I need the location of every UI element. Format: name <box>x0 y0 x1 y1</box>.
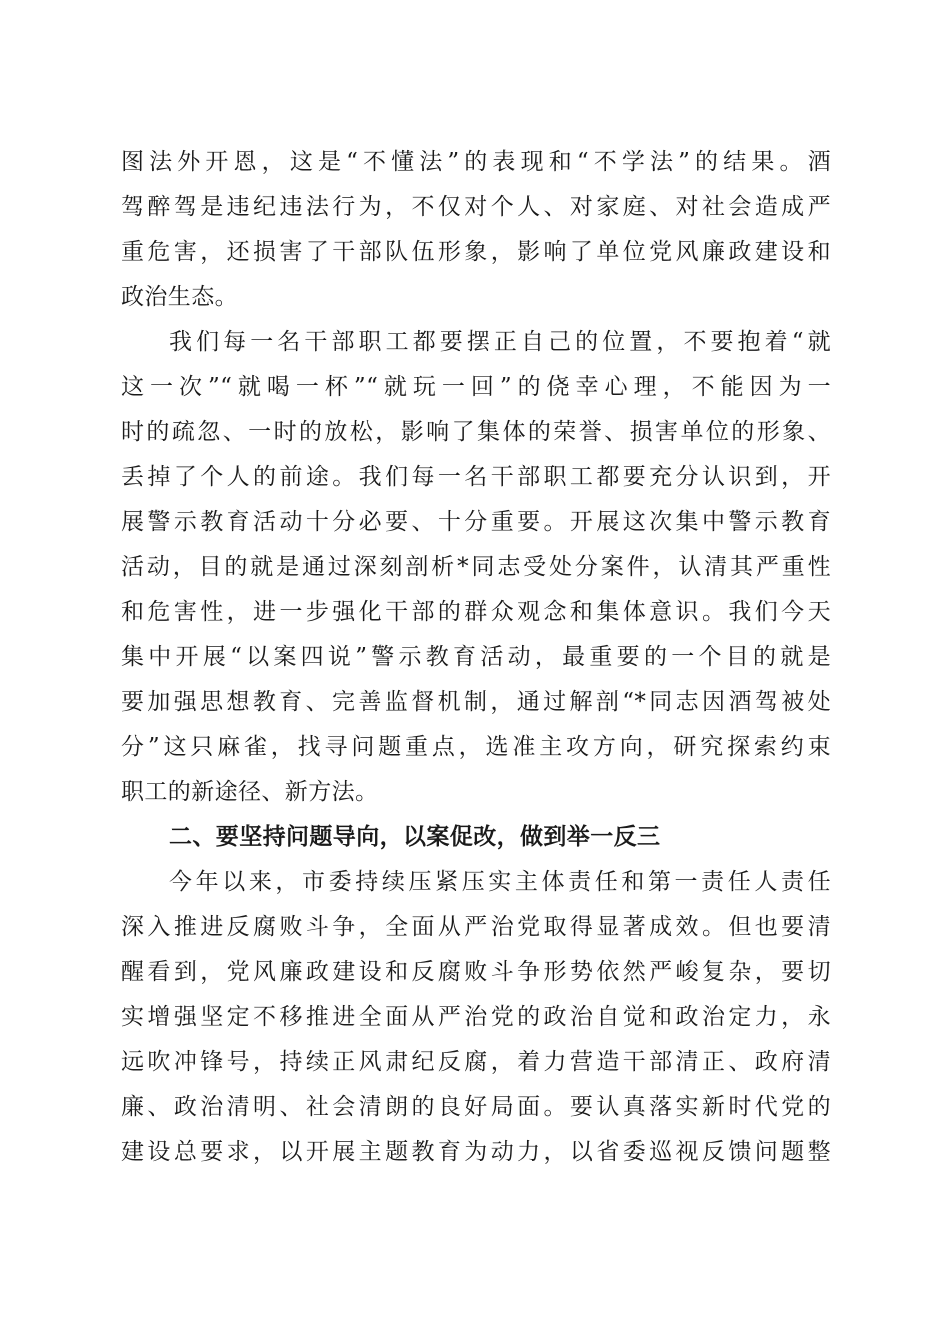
paragraph-line: 要加强思想教育、完善监督机制，通过解剖“*同志因酒驾被处 <box>121 689 831 715</box>
document-body <box>121 140 831 1175</box>
paragraph-line: 丢掉了个人的前途。我们每一名干部职工都要充分认识到，开 <box>121 464 831 490</box>
paragraph-line: 醒看到，党风廉政建设和反腐败斗争形势依然严峻复杂，要切 <box>121 959 831 985</box>
paragraph-line: 驾醉驾是违纪违法行为，不仅对个人、对家庭、对社会造成严 <box>121 194 831 220</box>
paragraph-line: 职工的新途径、新方法。 <box>121 779 379 805</box>
paragraph-line: 深入推进反腐败斗争，全面从严治党取得显著成效。但也要清 <box>121 914 831 940</box>
paragraph-line: 远吹冲锋号，持续正风肃纪反腐，着力营造干部清正、政府清 <box>121 1049 831 1075</box>
paragraph-line: 时的疏忽、一时的放松，影响了集体的荣誉、损害单位的形象、 <box>121 419 831 445</box>
paragraph-line: 活动，目的就是通过深刻剖析*同志受处分案件，认清其严重性 <box>121 554 831 580</box>
paragraph-line: 分”这只麻雀，找寻问题重点，选准主攻方向，研究探索约束 <box>121 734 831 760</box>
paragraph-line: 我们每一名干部职工都要摆正自己的位置，不要抱着“就 <box>169 329 831 355</box>
paragraph-line: 建设总要求，以开展主题教育为动力，以省委巡视反馈问题整 <box>121 1139 831 1165</box>
paragraph-line: 政治生态。 <box>121 284 238 310</box>
paragraph-line: 图法外开恩，这是“不懂法”的表现和“不学法”的结果。酒 <box>121 149 831 175</box>
paragraph-line: 和危害性，进一步强化干部的群众观念和集体意识。我们今天 <box>121 599 831 625</box>
paragraph-line: 展警示教育活动十分必要、十分重要。开展这次集中警示教育 <box>121 509 831 535</box>
paragraph-line: 这一次”“就喝一杯”“就玩一回”的侥幸心理，不能因为一 <box>121 374 831 400</box>
paragraph-line: 今年以来，市委持续压紧压实主体责任和第一责任人责任 <box>169 869 831 895</box>
section-heading: 二、要坚持问题导向，以案促改，做到举一反三 <box>169 824 661 850</box>
paragraph-line: 重危害，还损害了干部队伍形象，影响了单位党风廉政建设和 <box>121 239 831 265</box>
paragraph-line: 集中开展“以案四说”警示教育活动，最重要的一个目的就是 <box>121 644 831 670</box>
paragraph-line: 廉、政治清明、社会清朗的良好局面。要认真落实新时代党的 <box>121 1094 831 1120</box>
paragraph-line: 实增强坚定不移推进全面从严治党的政治自觉和政治定力，永 <box>121 1004 831 1030</box>
